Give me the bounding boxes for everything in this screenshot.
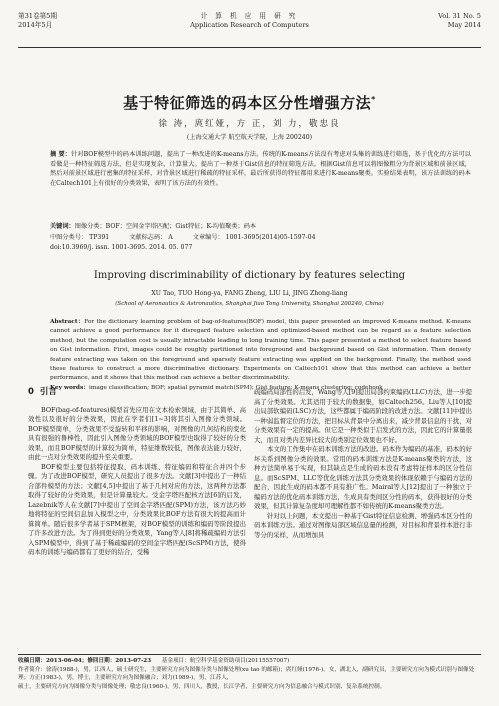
header-vol-no: Vol. 31 No. 5 [438, 12, 481, 20]
abstract-en-text: For the dictionary learning problem of bag-of-features(BOF) model, this paper presented an improved K-means method. K-means cannot achieve a good performance for it disregard feature selection and optimized-based method can be regard as a feature selection method, but the computation cost is usually intractable leading to long training time. This paper presented a method to select feature based on Gist information. First, images could be roughly partitioned into foreground and background based on Gist information. Then densely feature extracting was taken on the foreground and sparsely feature extracting was applied on the background. Finally, the method used these features to construct a more discriminative dictionary. Experiments on Caltech101 show that this method can achieve a better performance, and it shows that this method can achieve a better discriminability. [50, 319, 471, 382]
abstract-en-label: Abstract： [50, 319, 85, 325]
document-code: 文献标志码： A [129, 234, 173, 241]
fund-note: 基金项目：航空科学基金资助项目(20115557007) [161, 658, 290, 664]
body-left-column [28, 388, 246, 558]
keywords-cn-label: 关键词： [50, 223, 75, 230]
abstract-cn [50, 150, 471, 188]
body-paragraph: 本文的工作集中在码本训练方法的改进。码本作为编码的基准，码本的好坏关系到图像分类的效果。常用的码本训练方法是K-means聚类的方法，这种方法简单易于实现，但其缺点是生成的码本没有考虑特征样本的区分性信息。而ScSPM、LLC等优化训练方法其分类效果的体现依赖于与编码方法的配合，因此生成的码本都不具有推广性。Mairal等人[12]提出了一种独立于编码方法的优化码本训练方法，生成具有类间区分性的码本，获得很好的分类效果，但其计算复杂度却可理解性都不如传统的K-means聚类方法。 [254, 445, 472, 510]
classification-meta [50, 233, 471, 242]
paper-title-en: Improving discriminability of dictionary by features selecting [93, 270, 406, 281]
keywords-en-label: Key words： [50, 384, 90, 391]
paper-title-text: 基于特征筛选的码本区分性增强方法 [123, 94, 372, 112]
keywords-cn-text: 图像分类；BOF；空间金字塔匹配；Gist特征；K-均值聚类；码本 [74, 223, 257, 230]
header-date-en: May 2014 [447, 21, 481, 29]
body-paragraph: BOF模型主要包括特征提取、码本训练、特征编码和特征合并四个步骤。为了改进BOF模型，研究人员提出了很多方法。文献[3]中提出了一种结合部件模型的方法；文献[4,5]中提出了基于几何对应的方法，这两种方法都取得了较好的分类效果，但是计算量较大。受金字塔匹配核方法[6]的启发，Lazebnik等人在文献[7]中提出了空间金字塔匹配(SPM)方法，该方法巧妙地将特征的空间信息加入模型之中，分类效果比BOF方法有很大的提高而计算简单。随后很多学者基于SPM框架，对BOF模型的训练和编码等阶段提出了许多改进方法。为了得到更好的分类效果，Yang等人[8]将稀疏编码方法引入SPM模型中，得到了基于稀疏编码的空间金字塔匹配(ScSPM)方法，使得码本的训练与编码都有了更好的结合，受稀 [28, 462, 246, 556]
keywords-cn [50, 222, 471, 231]
abstract-en [50, 318, 471, 393]
title-footnote-mark: * [371, 95, 376, 104]
running-header [18, 12, 481, 42]
author-bio-continued: 硕士，主要研究方向为图像分类与图像处理；敬忠良(1960-)，男，四川人，教授，长江学者，主要研究方向为信息融合与模式识别、复杂系统控制。 [18, 683, 386, 690]
abstract-cn-label: 摘 要： [50, 151, 72, 158]
journal-name-en: Application Research of Computers [190, 21, 309, 29]
body-paragraph: BOF(bag-of-features)模型首先应用在文本检索领域，由于其简单、高效性以及很好的分类效果，因此在学者们[1~3]将其引入图像分类领域。BOF模型简单，分类效果不受旋转和平移的影响，对图像的几何结构的变化具有很强的鲁棒性，因此引入图像分类领域的BOF模型也取得了较好的分类效果，而且BOF模型的计算较为简单，特征维数较低，图像表达能力较好，由此一点对分类效果的提升至关重要。 [28, 405, 246, 461]
doi: doi:10.3969/j. issn. 1001-3695. 2014. 05. 077 [50, 244, 193, 251]
header-volume: 第31卷第5期 [18, 12, 57, 20]
keywords-en-text: image classification; BOF; spatial pyramid match(SPM); Gist feature; K-means clustering; codebook [89, 384, 383, 391]
abstract-cn-text: 针对BOF模型中的码本训练问题，提出了一种改进的K-means方法。传统的K-means方法没有考虑对头集的训练进行筛选，基于优化的方法可以看做是一种特征筛选方法，但是实现复杂，计算量大。提出了一种基于Gist信息的特征筛选方法。根据Gist信息可以将图像粗分为背景区域和前景区域，然后对前景区域进行密集的特征采样，对背景区域进行稀疏的特征采样，最后所获得的特征都用来进行K-means聚类。实验结果表明，该方法训练的码本在Caltech101上有很好的分类效果，表明了该方法的有效性。 [50, 151, 471, 187]
header-date-cn: 2014年5月 [18, 21, 53, 29]
author-list: 徐 涛，庹红娅，方 正，刘 力，敬忠良 [158, 119, 341, 129]
journal-name-cn: 计 算 机 应 用 研 究 [200, 12, 299, 20]
article-number: 文章编号： 1001-3695(2014)05-1597-04 [192, 234, 316, 241]
received-dates: 收稿日期：2013-06-04；修回日期：2013-07-23 [18, 658, 152, 664]
footnotes [18, 657, 481, 691]
body-right-column [254, 388, 472, 540]
section-heading [28, 388, 246, 398]
header-journal [18, 12, 481, 30]
paper-title [0, 92, 499, 113]
section-number: 0 [28, 387, 34, 397]
body-paragraph: 疏编码局部性的启发，Wang等人[9]提出局部约束编码(LLC)方法，进一步提高了分类效果。尤其适用于较大的数据集，如Caltech256。Liu等人[10]提出局部软编码(LSC)方法，这些都属于编码阶段的改进方法。文献[11]中提出一种弱监督定位的方法，把目标从背景中分离出来，减少背景信息的干扰，对分类效果有一定的提高。但它是一种类似于启发式的方法，因此它的计算量很大，而且对类内差异比较大的类别定位效果也不好。 [254, 388, 472, 444]
section-title: 引言 [39, 387, 57, 397]
header-volume-en [438, 12, 481, 30]
affiliation: (上海交通大学 航空航天学院，上海 200240) [186, 134, 313, 141]
doi-line [50, 243, 471, 252]
footnote-rule [18, 654, 481, 655]
author-list-en: XU Tao, TUO Hong-ya, FANG Zheng, LIU Li, JING Zhong-liang [151, 290, 348, 297]
author-bio: 作者简介：徐涛(1988-)，男，江西人，硕士研究生，主要研究方向为图像分类与图像处理(xu tao 的邮箱)；庹红娅(1976-)，女，湖北人，副研究员，主要研究方向为模式识别与图像处理；方正(1983-)，男，博士，主要研究方向为图像融合；刘力(1989-)，男，江苏人， [18, 666, 475, 682]
body-paragraph: 针对以上问题，本文提出一种基于Gist特征信息检测、增强码本区分性的码本训练方法。通过对图像局部区域信息量的检测，对目标和背景样本进行非等分的采样，从而增加具 [254, 511, 472, 539]
dates-fund-line [18, 657, 481, 666]
affiliation-en: (School of Aeronautics & Astronautics, Shanghai Jiao Tong University, Shanghai 200240, China) [115, 301, 384, 307]
clc-number: 中图分类号： TP391 [50, 234, 110, 241]
header-rule [18, 47, 481, 48]
